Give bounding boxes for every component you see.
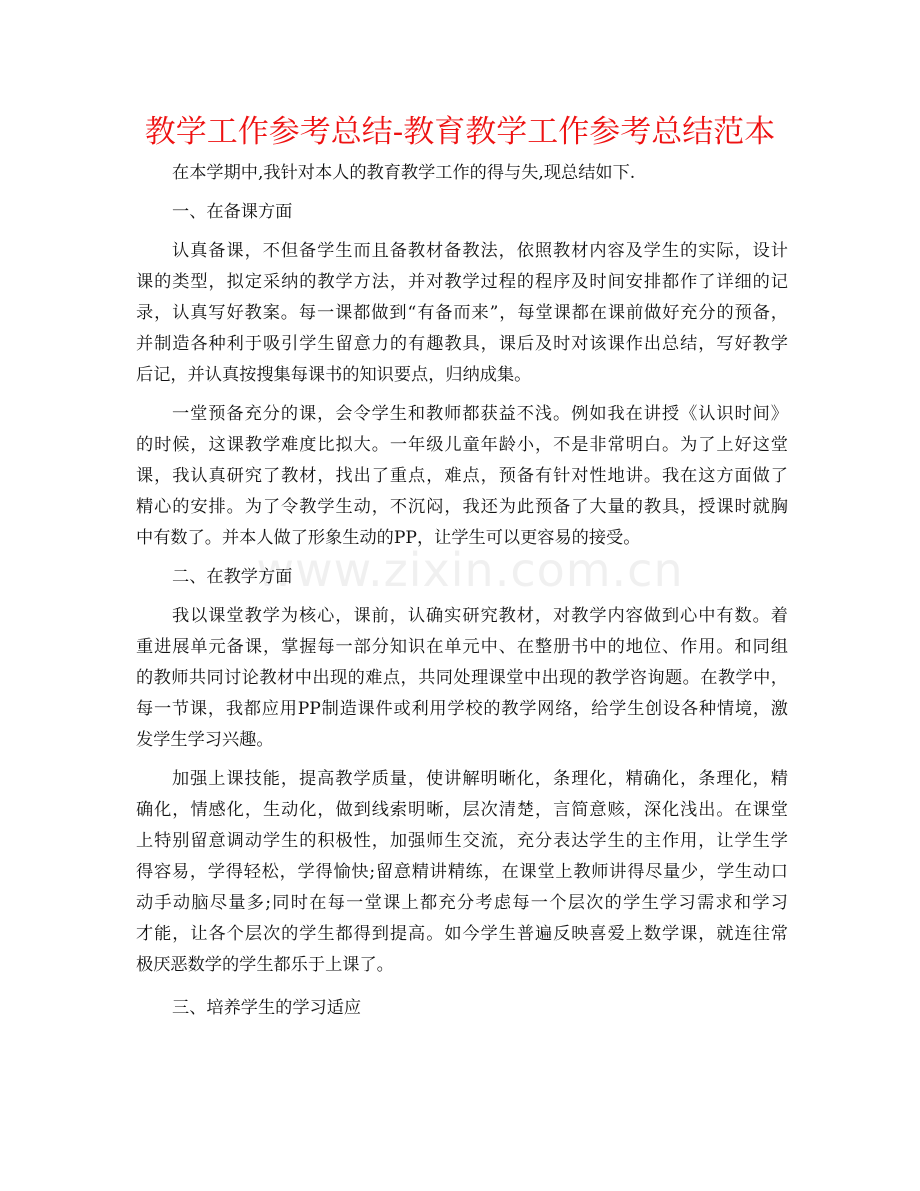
intro-line: 在本学期中,我针对本人的教育教学工作的得与失,现总结如下. [172, 163, 636, 183]
paragraph-line: 录，认真写好教案。每一课都做到“有备而来”，每堂课都在课前做好充分的预备， [136, 303, 788, 323]
paragraph-line: 的时候，这课教学难度比拟大。一年级儿童年龄小，不是非常明白。为了上好这堂 [136, 435, 788, 455]
paragraph-line: 极厌恶数学的学生都乐于上课了。 [136, 955, 394, 975]
paragraph-line: 中有数了。并本人做了形象生动的PP，让学生可以更容易的接受。 [136, 528, 641, 548]
paragraph-line: 确化，情感化，生动化，做到线索明晰，层次清楚，言简意赅，深化浅出。在课堂 [136, 800, 788, 820]
paragraph-line: 发学生学习兴趣。 [136, 730, 274, 750]
paragraph-line: 一堂预备充分的课，会令学生和教师都获益不浅。例如我在讲授《认识时间》 [172, 404, 788, 424]
paragraph [136, 399, 788, 554]
paragraph-line: 课的类型，拟定采纳的教学方法，并对教学过程的程序及时间安排都作了详细的记 [136, 272, 788, 292]
paragraph-line: 的教师共同讨论教材中出现的难点，共同处理课堂中出现的教学咨询题。在教学中， [136, 668, 788, 688]
paragraph-line: 精心的安排。为了令教学生动，不沉闷，我还为此预备了大量的教具，授课时就胸 [136, 497, 788, 517]
paragraph-line: 重进展单元备课，掌握每一部分知识在单元中、在整册书中的地位、作用。和同组 [136, 637, 788, 657]
paragraph [136, 601, 788, 756]
paragraph-line: 得容易，学得轻松，学得愉快;留意精讲精练，在课堂上教师讲得尽量少，学生动口 [136, 862, 788, 882]
paragraph [136, 764, 788, 981]
paragraph-line: 我以课堂教学为核心，课前，认确实研究教材，对教学内容做到心中有数。着 [172, 606, 788, 626]
paragraph-line: 上特别留意调动学生的积极性，加强师生交流，充分表达学生的主作用，让学生学 [136, 831, 788, 851]
paragraph-line: 并制造各种利于吸引学生留意力的有趣教具，课后及时对该课作出总结，写好教学 [136, 334, 788, 354]
paragraph-line: 动手动脑尽量多;同时在每一堂课上都充分考虑每一个层次的学生学习需求和学习 [136, 893, 788, 913]
paragraph-line: 每一节课，我都应用PP制造课件或利用学校的教学网络，给学生创设各种情境，激 [136, 699, 788, 719]
paragraph [136, 236, 788, 391]
document-title: 教学工作参考总结-教育教学工作参考总结范本 [144, 114, 776, 150]
watermark-text: www.zixin.com.cn [256, 543, 684, 597]
paragraph-line: 加强上课技能，提高教学质量，使讲解明晰化，条理化，精确化，条理化，精 [172, 769, 788, 789]
paragraph-line: 课，我认真研究了教材，找出了重点，难点，预备有针对性地讲。我在这方面做了 [136, 466, 788, 486]
document-body [136, 158, 788, 1024]
paragraph-line: 才能，让各个层次的学生都得到提高。如今学生普遍反映喜爱上数学课，就连往常 [136, 924, 788, 944]
paragraph-line: 后记，并认真按搜集每课书的知识要点，归纳成集。 [136, 365, 532, 385]
section-heading: 三、培养学生的学习适应 [172, 998, 362, 1018]
section-heading: 一、在备课方面 [172, 202, 293, 222]
paragraph-line: 认真备课，不但备学生而且备教材备教法，依照教材内容及学生的实际，设计 [172, 241, 788, 261]
section-heading: 二、在教学方面 [172, 567, 293, 587]
